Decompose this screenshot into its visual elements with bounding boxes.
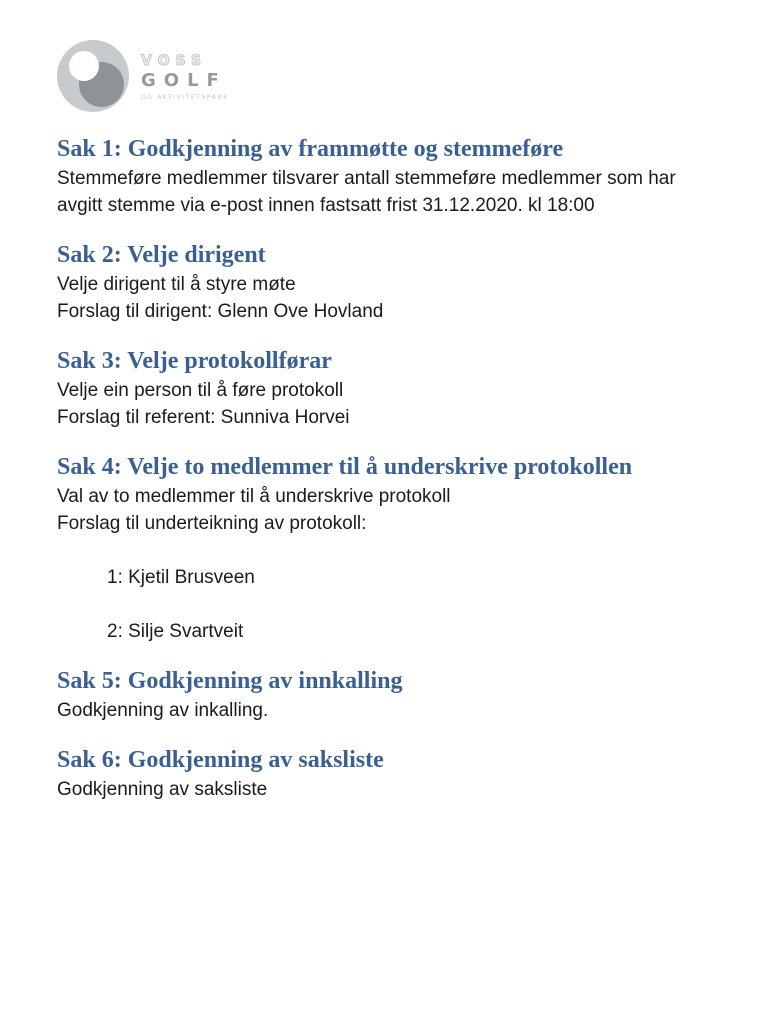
section-paragraph-line: Godkjenning av inkalling. bbox=[57, 700, 269, 721]
section-paragraph-line: Val av to medlemmer til å underskrive protokoll bbox=[57, 486, 451, 507]
logo-text-block bbox=[141, 40, 229, 101]
section-heading: Sak 2: Velje dirigent bbox=[57, 242, 266, 268]
voss-golf-logo bbox=[57, 40, 698, 112]
section-sak-2 bbox=[57, 242, 698, 325]
logo-brand-golf: GOLF bbox=[141, 70, 227, 91]
section-paragraph-line: avgitt stemme via e-post innen fastsatt frist 31.12.2020. kl 18:00 bbox=[57, 195, 595, 216]
logo-brand-voss: VOSS bbox=[141, 53, 208, 69]
golf-ball-icon bbox=[57, 40, 129, 112]
section-sak-6 bbox=[57, 747, 698, 803]
section-sak-5 bbox=[57, 668, 698, 724]
section-paragraph-line: Velje dirigent til å styre møte bbox=[57, 274, 296, 295]
section-paragraph-line: Stemmeføre medlemmer tilsvarer antall stemmeføre medlemmer som har bbox=[57, 168, 676, 189]
section-sak-1 bbox=[57, 136, 698, 219]
section-paragraph-line: Forslag til underteikning av protokoll: bbox=[57, 513, 367, 534]
section-heading: Sak 6: Godkjenning av saksliste bbox=[57, 747, 384, 773]
signee-list-item: 1: Kjetil Brusveen bbox=[107, 567, 255, 588]
section-sak-3 bbox=[57, 348, 698, 431]
section-paragraph-line: Forslag til referent: Sunniva Horvei bbox=[57, 407, 350, 428]
section-heading: Sak 1: Godkjenning av frammøtte og stemmeføre bbox=[57, 136, 564, 162]
logo-tagline: OG AKTIVITETSPARK bbox=[141, 94, 229, 101]
section-sak-4 bbox=[57, 454, 698, 645]
section-paragraph-line: Forslag til dirigent: Glenn Ove Hovland bbox=[57, 301, 384, 322]
golf-ball-highlight-circle bbox=[69, 51, 99, 81]
section-heading: Sak 5: Godkjenning av innkalling bbox=[57, 668, 403, 694]
section-paragraph-line: Godkjenning av saksliste bbox=[57, 779, 268, 800]
section-paragraph-line: Velje ein person til å føre protokoll bbox=[57, 380, 344, 401]
section-heading: Sak 3: Velje protokollførar bbox=[57, 348, 332, 374]
section-heading: Sak 4: Velje to medlemmer til å underskrive protokollen bbox=[57, 454, 633, 480]
signee-list-item: 2: Silje Svartveit bbox=[107, 621, 244, 642]
